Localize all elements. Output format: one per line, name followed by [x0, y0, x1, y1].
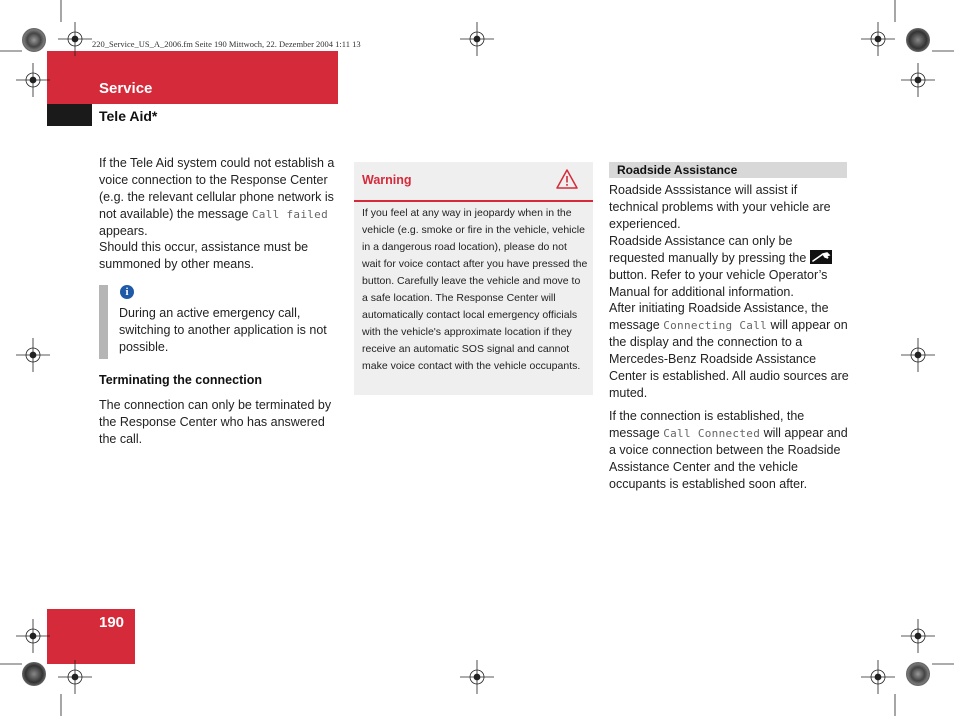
warning-title: Warning [362, 173, 412, 187]
print-color-target [22, 662, 46, 686]
print-header: 220_Service_US_A_2006.fm Seite 190 Mittwoch, 22. Dezember 2004 1:11 13 [92, 39, 361, 49]
display-message: Call failed [251, 208, 329, 221]
display-message: Connecting Call [663, 319, 768, 332]
text: button. Refer to your vehicle Operator’s Manual for additional information. [609, 268, 828, 299]
info-note-text: During an active emergency call, switching to another application is not possible. [119, 306, 327, 354]
text: will appear and a voice connection between the Roadside Assistance Center and the vehicle occupants is established soon after. [609, 426, 848, 491]
text: will appear on the display and the connection to a Mercedes-Benz Roadside Assistance Center is established. All audio sources are muted. [609, 318, 849, 400]
print-color-target [906, 662, 930, 686]
info-icon: i [120, 285, 134, 299]
warning-text: If you feel at any way in jeopardy when in the vehicle (e.g. smoke or fire in the vehicle, vehicle in a dangerous road location), please do not wait for voice contact after you have pressed the button. Carefully leave the vehicle and move to a safe location. The Response Center will automatically contact local emergency officials with the vehicle's approximate location if they receive an automatic SOS signal and cannot make voice contact with the vehicle occupants. [362, 207, 588, 372]
paragraph-terminating: The connection can only be terminated by the Response Center who has answered the call. [99, 398, 332, 446]
roadside-paragraph-1: Roadside Asssistance will assist if technical problems with your vehicle are experienced. [609, 183, 831, 231]
section-title: Service [99, 80, 153, 97]
display-message: Call Connected [663, 427, 761, 440]
subsection-title: Tele Aid* [99, 108, 158, 124]
page-number: 190 [99, 614, 125, 631]
roadside-heading: Roadside Assistance [617, 163, 738, 177]
print-color-target [906, 28, 930, 52]
text: If the Tele Aid system could not establish a voice connection to the Response Center (e.g. the relevant cellular phone network is not available) the message [99, 156, 335, 221]
text: After initiating Roadside Assistance, the message [609, 301, 829, 332]
text: Roadside Assistance can only be requested manually by pressing the [609, 234, 810, 265]
heading-terminating: Terminating the connection [99, 373, 262, 387]
text: appears. [99, 224, 148, 238]
text: If the connection is established, the message [609, 409, 805, 440]
print-color-target [22, 28, 46, 52]
paragraph-other-means: Should this occur, assistance must be summoned by other means. [99, 240, 309, 271]
